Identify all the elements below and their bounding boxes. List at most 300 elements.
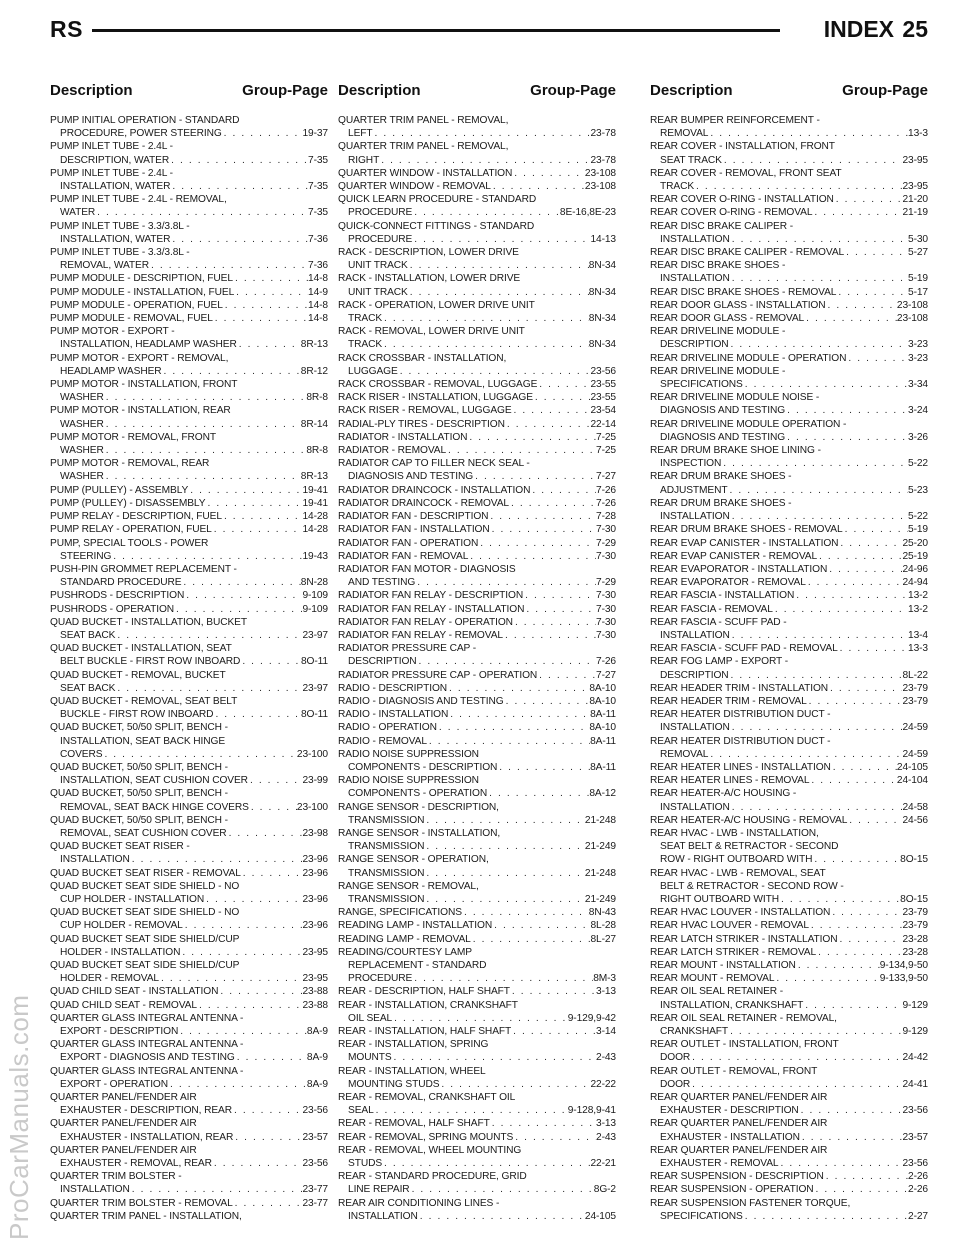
- index-entry-line: [338, 840, 616, 853]
- index-entry-line: [338, 629, 616, 642]
- entry-text: RADIATOR PRESSURE CAP -: [338, 643, 477, 655]
- entry-page-ref: 19-37: [302, 128, 328, 140]
- index-entry: [338, 1197, 616, 1223]
- index-entry-line: [650, 840, 928, 853]
- index-entry-line: [650, 338, 928, 351]
- dot-leader: [730, 272, 908, 285]
- index-entry-line: [50, 919, 328, 932]
- entry-text: QUAD BUCKET SEAT SIDE SHIELD/CUP: [50, 933, 240, 945]
- dot-leader: [439, 1078, 590, 1091]
- entry-text: RADIATOR FAN RELAY - OPERATION: [338, 616, 513, 628]
- entry-text: REAR SUSPENSION - DESCRIPTION: [650, 1171, 824, 1183]
- dot-leader: [838, 537, 902, 550]
- dot-leader: [212, 1157, 303, 1170]
- entry-text: RADIATOR FAN RELAY - REMOVAL: [338, 629, 503, 641]
- dot-leader: [837, 933, 902, 946]
- entry-text: REAR MOUNT - REMOVAL: [650, 973, 775, 985]
- index-entry: [338, 748, 616, 774]
- entry-text: PUMP MODULE - OPERATION, FUEL: [50, 299, 223, 311]
- entry-page-ref: 23-100: [296, 801, 328, 813]
- dot-leader: [533, 391, 591, 404]
- entry-page-ref: 24-105: [896, 761, 928, 773]
- entry-text: REAR DRIVELINE MODULE NOISE -: [650, 392, 820, 404]
- index-entry: [338, 1038, 616, 1064]
- entry-page-ref: 23-78: [590, 128, 616, 140]
- dot-leader: [471, 933, 591, 946]
- entry-text: DESCRIPTION, WATER: [60, 154, 170, 166]
- entry-page-ref: 8N-34: [588, 260, 616, 272]
- dot-leader: [415, 576, 596, 589]
- entry-page-ref: 8A-9: [306, 1052, 328, 1064]
- index-entry: [338, 933, 616, 946]
- entry-text: EXPORT - DIAGNOSIS AND TESTING: [60, 1052, 235, 1064]
- index-entry-line: [650, 576, 928, 589]
- dot-leader: [730, 233, 908, 246]
- entry-text: PUMP INITIAL OPERATION - STANDARD: [50, 115, 240, 126]
- dot-leader: [800, 1131, 903, 1144]
- entry-page-ref: 3-26: [908, 431, 928, 443]
- entry-text: EXHAUSTER - DESCRIPTION: [660, 1105, 799, 1117]
- dot-leader: [227, 827, 303, 840]
- entry-page-ref: 9-129: [902, 1026, 928, 1038]
- index-entry: [50, 1038, 328, 1064]
- index-entry: [650, 259, 928, 285]
- index-entry-line: [338, 378, 616, 391]
- index-entry-line: [338, 1091, 616, 1104]
- index-entry-line: [338, 603, 616, 616]
- index-entry: [650, 787, 928, 813]
- entry-text: RANGE SENSOR - REMOVAL,: [338, 880, 479, 892]
- index-entry: [338, 180, 616, 193]
- entry-text: BUCKLE - FIRST ROW INBOARD: [60, 709, 214, 721]
- index-entry-line: [338, 827, 616, 840]
- index-entry-line: [650, 655, 928, 668]
- index-entry-line: [338, 127, 616, 140]
- entry-page-ref: 9-134,9-50: [879, 960, 928, 971]
- entry-text: [338, 1223, 499, 1224]
- index-entry-line: [338, 470, 616, 483]
- index-entry: [50, 1117, 328, 1143]
- column-header-group-page: Group-Page: [530, 82, 616, 99]
- entry-text: INSTALLATION, CRANKSHAFT: [660, 999, 804, 1011]
- index-entry-line: [338, 140, 616, 153]
- index-entry-line: [650, 510, 928, 523]
- index-entry: [338, 457, 616, 483]
- entry-page-ref: 23-96: [302, 854, 328, 866]
- index-entry-line: [50, 603, 328, 616]
- index-entry-line: [650, 259, 928, 272]
- index-entry-line: [338, 1183, 616, 1196]
- entry-text: SEAT TRACK: [660, 154, 722, 166]
- dot-leader: [468, 550, 596, 563]
- entry-text: RADIO - OPERATION: [338, 722, 437, 734]
- dot-leader: [95, 206, 308, 219]
- index-entry: [650, 933, 928, 946]
- entry-page-ref: 23-100: [296, 748, 328, 760]
- index-entry-line: [650, 985, 928, 998]
- dot-leader: [223, 299, 308, 312]
- index-entry: [338, 246, 616, 272]
- entry-page-ref: 8N-34: [588, 313, 616, 325]
- index-entry-line: [650, 919, 928, 932]
- index-entry-line: [338, 682, 616, 695]
- index-entry: [50, 404, 328, 430]
- index-entry: [50, 352, 328, 378]
- index-entry: [650, 985, 928, 1011]
- index-entry-line: [338, 1131, 616, 1144]
- index-entry-line: [338, 418, 616, 431]
- entry-page-ref: 7-36: [308, 233, 328, 245]
- entry-text: RACK RISER - INSTALLATION, LUGGAGE: [338, 392, 533, 404]
- index-entry: [650, 603, 928, 616]
- entry-page-ref: 7-35: [308, 154, 328, 166]
- index-entry-line: [50, 695, 328, 708]
- dot-leader: [830, 906, 902, 919]
- entry-text: PUMP MOTOR - INSTALLATION, FRONT: [50, 379, 238, 391]
- entry-text: REMOVAL, SEAT BACK HINGE COVERS: [60, 801, 249, 813]
- page-header: [50, 14, 928, 54]
- dot-leader: [511, 1025, 596, 1038]
- index-entry: [650, 867, 928, 907]
- dot-leader: [379, 154, 590, 167]
- entry-text: PUMP MOTOR - EXPORT - REMOVAL,: [50, 352, 229, 364]
- entry-text: QUAD CHILD SEAT - INSTALLATION: [50, 986, 219, 998]
- dot-leader: [727, 484, 908, 497]
- dot-leader: [188, 484, 302, 497]
- entry-text: PUMP MOTOR - INSTALLATION, REAR: [50, 405, 231, 417]
- entry-page-ref: 8A-10: [589, 682, 616, 694]
- entry-text: QUAD BUCKET - INSTALLATION, SEAT: [50, 643, 232, 655]
- dot-leader: [174, 603, 302, 616]
- entry-page-ref: 3-23: [908, 339, 928, 351]
- entry-page-ref: 23-98: [302, 827, 328, 839]
- index-entry-line: [50, 629, 328, 642]
- entry-page-ref: 8N-43: [588, 907, 616, 919]
- entry-text: RADIATOR PRESSURE CAP - OPERATION: [338, 669, 538, 681]
- entry-text: TRACK: [660, 181, 695, 193]
- index-entry-line: [50, 682, 328, 695]
- dot-leader: [491, 180, 585, 193]
- entry-text: PUMP (PULLEY) - DISASSEMBLY: [50, 497, 206, 509]
- index-entry: [338, 167, 616, 180]
- index-entry-line: [650, 127, 928, 140]
- entry-text: READING LAMP - REMOVAL: [338, 933, 471, 945]
- index-entry: [650, 114, 928, 140]
- index-entry: [338, 484, 616, 497]
- index-entry: [50, 510, 328, 523]
- entry-page-ref: 3-24: [908, 405, 928, 417]
- index-entry: [338, 669, 616, 682]
- dot-leader: [159, 972, 302, 985]
- entry-page-ref: 21-19: [902, 207, 928, 219]
- entry-page-ref: 23-108: [896, 299, 928, 311]
- entry-text: REAR - REMOVAL, WHEEL MOUNTING: [338, 1144, 522, 1156]
- index-entry-line: [650, 761, 928, 774]
- index-entry-line: [650, 537, 928, 550]
- entry-text: REAR DRIVELINE MODULE -: [650, 365, 786, 377]
- dot-leader: [505, 418, 591, 431]
- index-entry-line: [338, 576, 616, 589]
- entry-text: RADIATOR - REMOVAL: [338, 445, 447, 457]
- index-entry: [650, 537, 928, 550]
- entry-page-ref: 7-30: [596, 524, 616, 536]
- index-entry-line: [650, 523, 928, 536]
- index-entry: [50, 999, 328, 1012]
- index-entry-line: [50, 220, 328, 233]
- index-entry-line: [338, 391, 616, 404]
- index-entry-line: [338, 708, 616, 721]
- entry-text: TRACK: [348, 313, 383, 325]
- entry-text: REAR - REMOVAL, CRANKSHAFT OIL: [338, 1092, 516, 1104]
- index-entry-line: [650, 827, 928, 840]
- entry-page-ref: 9-109: [302, 603, 328, 615]
- dot-leader: [490, 1117, 596, 1130]
- index-entry-line: [650, 180, 928, 193]
- entry-text: INSTALLATION: [660, 801, 730, 813]
- entry-page-ref: 5-27: [908, 247, 928, 259]
- dot-leader: [418, 1210, 585, 1223]
- dot-leader: [722, 154, 903, 167]
- dot-leader: [488, 510, 596, 523]
- index-entry: [50, 1210, 328, 1224]
- entry-text: TRANSMISSION: [348, 841, 425, 853]
- index-entry: [338, 391, 616, 404]
- entry-text: SPECIFICATIONS: [660, 379, 743, 391]
- entry-text: EXHAUSTER - DESCRIPTION, REAR: [60, 1105, 233, 1117]
- entry-text: PUMP INLET TUBE - 3.3/3.8L -: [50, 247, 190, 259]
- entry-page-ref: 23-79: [902, 695, 928, 707]
- index-entry-line: [50, 642, 328, 655]
- entry-text: REAR - DESCRIPTION, HALF SHAFT: [338, 986, 510, 998]
- dot-leader: [523, 589, 596, 602]
- index-entry-line: [338, 1210, 616, 1223]
- entry-page-ref: 13-3: [908, 128, 928, 140]
- entry-text: DESCRIPTION: [660, 339, 729, 351]
- entry-text: REAR DOOR GLASS - INSTALLATION: [650, 299, 826, 311]
- dot-leader: [412, 206, 560, 219]
- entry-page-ref: 14-13: [590, 233, 616, 245]
- index-entry-line: [50, 840, 328, 853]
- index-entry-line: [50, 933, 328, 946]
- entry-page-ref: 9-109: [302, 590, 328, 602]
- index-entry-line: [50, 748, 328, 761]
- dot-leader: [809, 774, 896, 787]
- entry-text: RANGE, SPECIFICATIONS: [338, 907, 462, 919]
- entry-page-ref: 5-19: [908, 273, 928, 285]
- index-entry-line: [50, 457, 328, 470]
- index-entry: [338, 695, 616, 708]
- entry-page-ref: 23-108: [584, 181, 616, 193]
- index-entry: [50, 246, 328, 272]
- index-entry-line: [650, 563, 928, 576]
- dot-leader: [85, 1223, 303, 1224]
- index-entry: [50, 1197, 328, 1210]
- entry-text: REAR FASCIA - SCUFF PAD - REMOVAL: [650, 643, 838, 655]
- entry-text: REAR SUSPENSION - OPERATION: [650, 1184, 814, 1196]
- dot-leader: [205, 497, 302, 510]
- index-entry-line: [650, 206, 928, 219]
- index-entry-line: [650, 629, 928, 642]
- index-entry-line: [50, 972, 328, 985]
- entry-page-ref: 3-23: [908, 352, 928, 364]
- entry-text: REAR EVAP CANISTER - REMOVAL: [650, 550, 818, 562]
- entry-text: AND TESTING: [348, 577, 416, 589]
- header-rule: [92, 29, 780, 32]
- entry-page-ref: 8A-9: [306, 1026, 328, 1038]
- index-entry: [650, 1117, 928, 1143]
- entry-text: DIAGNOSIS AND TESTING: [660, 405, 786, 417]
- dot-leader: [412, 972, 593, 985]
- index-entry: [338, 642, 616, 668]
- index-entry-line: [338, 1117, 616, 1130]
- index-entry: [50, 959, 328, 985]
- index-entry-line: [338, 695, 616, 708]
- index-entry-line: [650, 1223, 928, 1224]
- watermark: ProCarManuals.com: [4, 994, 34, 1240]
- index-entry: [650, 220, 928, 246]
- entry-text: PUSHRODS - DESCRIPTION: [50, 590, 185, 602]
- entry-page-ref: 8L-27: [590, 933, 616, 945]
- index-entry: [338, 1144, 616, 1170]
- entry-text: TRANSMISSION: [348, 867, 425, 879]
- index-entry-line: [650, 140, 928, 153]
- entry-page-ref: 3-14: [596, 1026, 616, 1038]
- entry-page-ref: 7-30: [596, 629, 616, 641]
- index-entry-line: [338, 999, 616, 1012]
- entry-text: BELT BUCKLE - FIRST ROW INBOARD: [60, 656, 241, 668]
- entry-text: INSTALLATION: [348, 1210, 418, 1222]
- entry-text: INSTALLATION, HEADLAMP WASHER: [60, 339, 237, 351]
- index-entry: [650, 365, 928, 391]
- index-entry: [338, 880, 616, 906]
- dot-leader: [473, 470, 596, 483]
- entry-text: INSTALLATION: [60, 854, 130, 866]
- index-entry: [50, 933, 328, 959]
- entry-text: REAR EVAPORATOR - INSTALLATION: [650, 563, 828, 575]
- index-entry: [650, 470, 928, 496]
- index-entry-line: [650, 154, 928, 167]
- entry-page-ref: 9-129: [902, 999, 928, 1011]
- index-entry: [50, 457, 328, 483]
- entry-page-ref: 7-30: [596, 590, 616, 602]
- entry-page-ref: 19-41: [302, 497, 328, 509]
- index-entry: [50, 721, 328, 761]
- index-entry: [50, 312, 328, 325]
- entry-page-ref: 23-96: [302, 920, 328, 932]
- index-entry-line: [650, 550, 928, 563]
- entry-text: HOLDER - INSTALLATION: [60, 946, 181, 958]
- index-entry-line: [50, 563, 328, 576]
- entry-text: PUMP INLET TUBE - 2.4L -: [50, 167, 173, 179]
- dot-leader: [794, 589, 908, 602]
- index-entry-line: [338, 206, 616, 219]
- index-entry: [338, 325, 616, 351]
- entry-text: CUP HOLDER - INSTALLATION: [60, 893, 205, 905]
- dot-leader: [417, 655, 596, 668]
- index-entry-line: [338, 1012, 616, 1025]
- index-entry: [650, 1065, 928, 1091]
- index-entry-line: [50, 537, 328, 550]
- index-entry: [50, 167, 328, 193]
- index-entry: [338, 946, 616, 986]
- entry-page-ref: 8O-11: [300, 709, 328, 721]
- entry-page-ref: 24-96: [902, 563, 928, 575]
- index-entry-line: [650, 1157, 928, 1170]
- entry-page-ref: 22-14: [590, 418, 616, 430]
- entry-page-ref: 8M-3: [593, 973, 616, 985]
- entry-text: REAR DRIVELINE MODULE -: [650, 326, 786, 338]
- entry-page-ref: 8R-8: [306, 445, 328, 457]
- index-entry-line: [650, 933, 928, 946]
- entry-text: QUARTER TRIM PANEL - REMOVAL,: [338, 141, 509, 153]
- index-entry-line: [338, 537, 616, 550]
- entry-page-ref: 7-27: [596, 669, 616, 681]
- dot-leader: [204, 893, 302, 906]
- index-entry: [338, 299, 616, 325]
- dot-leader: [392, 1051, 596, 1064]
- index-entry: [650, 972, 928, 985]
- dot-leader: [218, 985, 302, 998]
- entry-page-ref: 3-13: [596, 986, 616, 998]
- column-header-description: Description: [338, 82, 421, 99]
- index-entry-line: [50, 1012, 328, 1025]
- entry-text: SPECIFICATIONS: [660, 1210, 743, 1222]
- dot-leader: [149, 259, 308, 272]
- entry-text: EXHAUSTER - REMOVAL: [660, 1158, 779, 1170]
- dot-leader: [803, 999, 902, 1012]
- entry-text: QUARTER WINDOW - REMOVAL: [338, 181, 491, 193]
- index-entry: [650, 1183, 928, 1196]
- dot-leader: [721, 457, 908, 470]
- index-entry: [650, 352, 928, 365]
- index-entry-line: [50, 893, 328, 906]
- index-entry-line: [50, 391, 328, 404]
- entry-text: PUSH-PIN GROMMET REPLACEMENT -: [50, 563, 237, 575]
- index-entry-line: [650, 1038, 928, 1051]
- index-entry-line: [650, 1078, 928, 1091]
- entry-text: REAR DISC BRAKE CALIPER - REMOVAL: [650, 247, 845, 259]
- index-entry-line: [50, 523, 328, 536]
- index-entry: [50, 193, 328, 219]
- index-entry-line: [650, 1091, 928, 1104]
- index-entry-line: [650, 669, 928, 682]
- index-entry-line: [650, 1183, 928, 1196]
- entry-text: QUAD BUCKET, 50/50 SPLIT, BENCH -: [50, 814, 228, 826]
- index-entry-line: [50, 127, 328, 140]
- entry-text: RANGE SENSOR - OPERATION,: [338, 854, 489, 866]
- entry-text: QUAD BUCKET SEAT SIDE SHIELD/CUP: [50, 960, 240, 971]
- index-entry: [338, 589, 616, 602]
- entry-page-ref: 23-57: [302, 1131, 328, 1143]
- entry-text: REAR - INSTALLATION, SPRING: [338, 1039, 489, 1051]
- index-entry-line: [50, 1197, 328, 1210]
- entry-text: DOOR: [660, 1052, 691, 1064]
- entry-page-ref: 24-42: [902, 1052, 928, 1064]
- entry-page-ref: 3-34: [908, 379, 928, 391]
- index-entry-line: [338, 286, 616, 299]
- entry-page-ref: 8N-28: [300, 577, 328, 589]
- dot-leader: [408, 259, 589, 272]
- index-entry-line: [338, 193, 616, 206]
- dot-leader: [410, 1183, 594, 1196]
- index-entry: [650, 827, 928, 867]
- index-entry: [50, 985, 328, 998]
- entry-text: [650, 1223, 830, 1224]
- entry-text: COVERS: [60, 748, 103, 760]
- entry-text: PUMP INLET TUBE - 2.4L -: [50, 141, 173, 153]
- index-entry-line: [650, 748, 928, 761]
- page-number: 25: [902, 16, 928, 42]
